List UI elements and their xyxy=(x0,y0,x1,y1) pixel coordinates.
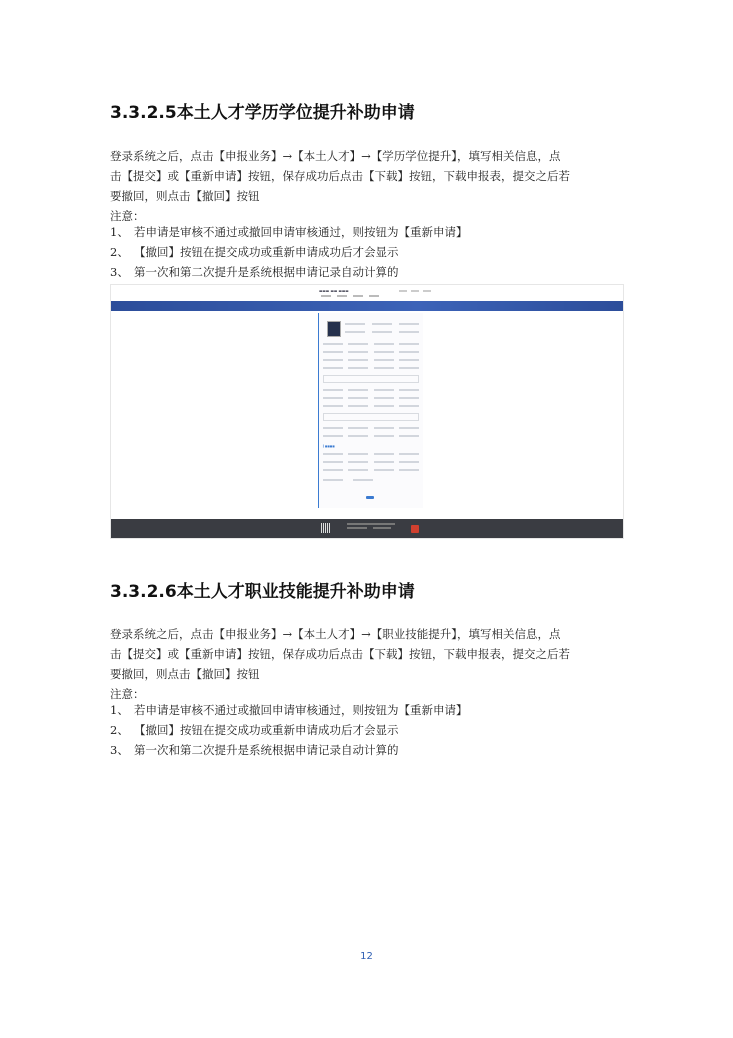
applicant-photo xyxy=(327,321,341,337)
note-label: 注意： xyxy=(110,209,145,223)
qr-code-icon xyxy=(321,523,330,533)
list-item: 2、 【撤回】按钮在提交成功或重新申请成功后才会显示 xyxy=(110,245,399,259)
application-screenshot xyxy=(110,284,624,539)
paragraph-line: 要撤回，则点击【撤回】按钮 xyxy=(110,189,260,203)
section-heading-skills: 3.3.2.6本土人才职业技能提升补助申请 xyxy=(110,582,415,602)
section-paragraph-education xyxy=(110,146,624,226)
badge-icon xyxy=(411,525,419,533)
paragraph-line: 要撤回，则点击【撤回】按钮 xyxy=(110,667,260,681)
paragraph-line: 击【提交】或【重新申请】按钮，保存成功后点击【下载】按钮，下载申报表，提交之后若 xyxy=(110,169,570,183)
paragraph-line: 登录系统之后，点击【申报业务】→【本土人才】→【职业技能提升】，填写相关信息，点 xyxy=(110,627,561,641)
site-nav xyxy=(321,295,379,297)
list-item: 3、 第一次和第二次提升是系统根据申请记录自动计算的 xyxy=(110,265,399,279)
site-banner xyxy=(111,301,623,311)
section-heading-education: 3.3.2.5本土人才学历学位提升补助申请 xyxy=(110,103,415,123)
list-item: 3、 第一次和第二次提升是系统根据申请记录自动计算的 xyxy=(110,743,399,757)
submit-button[interactable] xyxy=(366,496,374,499)
notes-list-skills xyxy=(110,700,624,760)
list-item: 2、 【撤回】按钮在提交成功或重新申请成功后才会显示 xyxy=(110,723,399,737)
site-footer xyxy=(111,519,623,538)
application-form: ▎■■■■ xyxy=(318,313,423,508)
top-links xyxy=(399,290,431,292)
site-logo: ▬▬▬ ▬▬ ▬▬▬ xyxy=(319,289,349,293)
list-item: 1、 若申请是审核不通过或撤回申请审核通过，则按钮为【重新申请】 xyxy=(110,703,468,717)
page-number: 12 xyxy=(360,951,373,962)
note-label: 注意： xyxy=(110,687,145,701)
paragraph-line: 登录系统之后，点击【申报业务】→【本土人才】→【学历学位提升】，填写相关信息，点 xyxy=(110,149,561,163)
notes-list-education xyxy=(110,222,624,282)
list-item: 1、 若申请是审核不通过或撤回申请审核通过，则按钮为【重新申请】 xyxy=(110,225,468,239)
paragraph-line: 击【提交】或【重新申请】按钮，保存成功后点击【下载】按钮，下载申报表，提交之后若 xyxy=(110,647,570,661)
section-paragraph-skills xyxy=(110,624,624,704)
